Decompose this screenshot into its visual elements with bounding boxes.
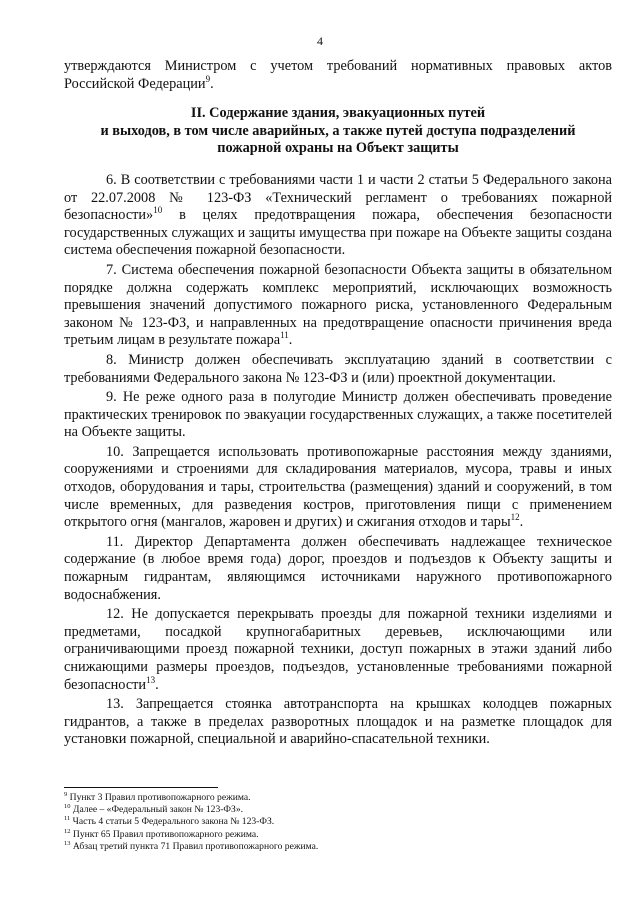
paragraph-9-text: 9. Не реже одного раза в полугодие Министр должен обеспечивать проведение практических тренировок по эвакуации государственных служащих, а также посетителей на Объекте защиты. — [64, 389, 612, 441]
footnote-text: Далее – «Федеральный закон № 123-ФЗ». — [70, 804, 244, 816]
paragraph-7-text-end: . — [288, 332, 293, 349]
paragraph-12 — [64, 606, 612, 694]
paragraph-6-text: 6. В соответствии с требованиями части 1 и части 2 статьи 5 Федерального закона от 22.07.2008 № 123-ФЗ «Технический регламент о требованиях пожарной безопасности» — [64, 171, 612, 224]
footnote-text: Абзац третий пункта 71 Правил противопожарного режима. — [70, 840, 319, 852]
footnote-ref-13: 13 — [146, 674, 156, 685]
paragraph-11-text: 11. Директор Департамента должен обеспечивать надлежащее техническое содержание (в любое время года) дорог, проездов и подъездов к Объекту защиты и пожарным гидрантам, являющимся источниками наружного противопожарного водоснабжения. — [64, 533, 612, 603]
paragraph-13 — [64, 696, 612, 749]
footnote-9 — [64, 792, 612, 804]
footnote-ref-12: 12 — [510, 512, 520, 523]
paragraph-12-text-end: . — [155, 676, 159, 693]
footnote-text: Пункт 3 Правил противопожарного режима. — [67, 792, 251, 803]
section-heading — [64, 105, 612, 158]
intro-text: утверждаются Министром с учетом требований нормативных правовых актов Российской Федерации — [64, 58, 612, 92]
main-text — [64, 58, 612, 751]
paragraph-6 — [64, 172, 612, 260]
paragraph-11 — [64, 534, 612, 604]
footnote-number: 11 — [64, 815, 71, 823]
paragraph-9 — [64, 389, 612, 442]
paragraph-10-text-end: . — [519, 514, 524, 531]
footnote-divider — [64, 787, 218, 788]
footnote-ref-11: 11 — [280, 330, 289, 341]
footnote-10 — [64, 804, 612, 816]
footnote-12 — [64, 829, 612, 841]
footnote-text: Часть 4 статьи 5 Федерального закона № 123-ФЗ. — [70, 816, 275, 828]
intro-end: . — [210, 75, 214, 92]
section-heading-line-1: II. Содержание здания, эвакуационных путей — [190, 105, 486, 122]
footnote-number: 13 — [64, 839, 71, 847]
footnote-number: 9 — [64, 791, 68, 798]
paragraph-8 — [64, 352, 612, 387]
intro-paragraph — [64, 58, 612, 93]
footnote-11 — [64, 816, 612, 828]
paragraph-12-text: 12. Не допускается перекрывать проезды для пожарной техники изделиями и предметами, посадкой крупногабаритных деревьев, исключающими или ограничивающими проезд пожарной техники, доступ пожарных в этажи зданий либо снижающими размеры проездов, подъездов, установленные требованиями пожарной безопасности — [64, 606, 612, 693]
paragraph-6-text-end: в целях предотвращения пожара, обеспечения безопасности государственных служащих и защиты имущества при пожаре на Объекте защиты создана система обеспечения пожарной безопасности. — [64, 207, 612, 259]
footnote-number: 12 — [64, 827, 71, 835]
page-number: 4 — [317, 34, 323, 48]
footnotes — [64, 792, 612, 853]
footnote-text: Пункт 65 Правил противопожарного режима. — [70, 828, 259, 840]
section-heading-line-2: и выходов, в том числе аварийных, а также путей доступа подразделений — [100, 122, 576, 139]
paragraph-7-text: 7. Система обеспечения пожарной безопасности Объекта защиты в обязательном порядке должна содержать комплекс мероприятий, исключающих возможность превышения значений допустимого пожарного риска, установленного Федеральным законом № 123-ФЗ, и направленных на предотвращение опасности причинения вреда третьим лицам в результате пожара — [64, 261, 612, 349]
paragraph-10 — [64, 444, 612, 532]
paragraph-10-text: 10. Запрещается использовать противопожарные расстояния между зданиями, сооружениями и строениями для складирования материалов, мусора, травы и иных отходов, оборудования и тары, строительства (размещения) зданий и сооружений, в том числе временных, для разведения костров, приготовления пищи с применением открытого огня (мангалов, жаровен и других) и сжигания отходов и тары — [64, 443, 612, 531]
footnote-number: 10 — [64, 803, 71, 811]
paragraph-7 — [64, 262, 612, 350]
footnote-ref-9: 9 — [205, 73, 211, 84]
paragraph-8-text: 8. Министр должен обеспечивать эксплуатацию зданий в соответствии с требованиями Федерального закона № 123-ФЗ и (или) проектной документации. — [64, 351, 612, 386]
paragraph-13-text: 13. Запрещается стоянка автотранспорта на крышках колодцев пожарных гидрантов, а также в пределах разворотных площадок и на разметке площадок для установки пожарной, специальной и аварийно-спасательной техники. — [64, 696, 612, 748]
footnote-13 — [64, 841, 612, 853]
footnote-ref-10: 10 — [153, 205, 163, 216]
section-heading-line-3: пожарной охраны на Объект защиты — [217, 140, 459, 157]
